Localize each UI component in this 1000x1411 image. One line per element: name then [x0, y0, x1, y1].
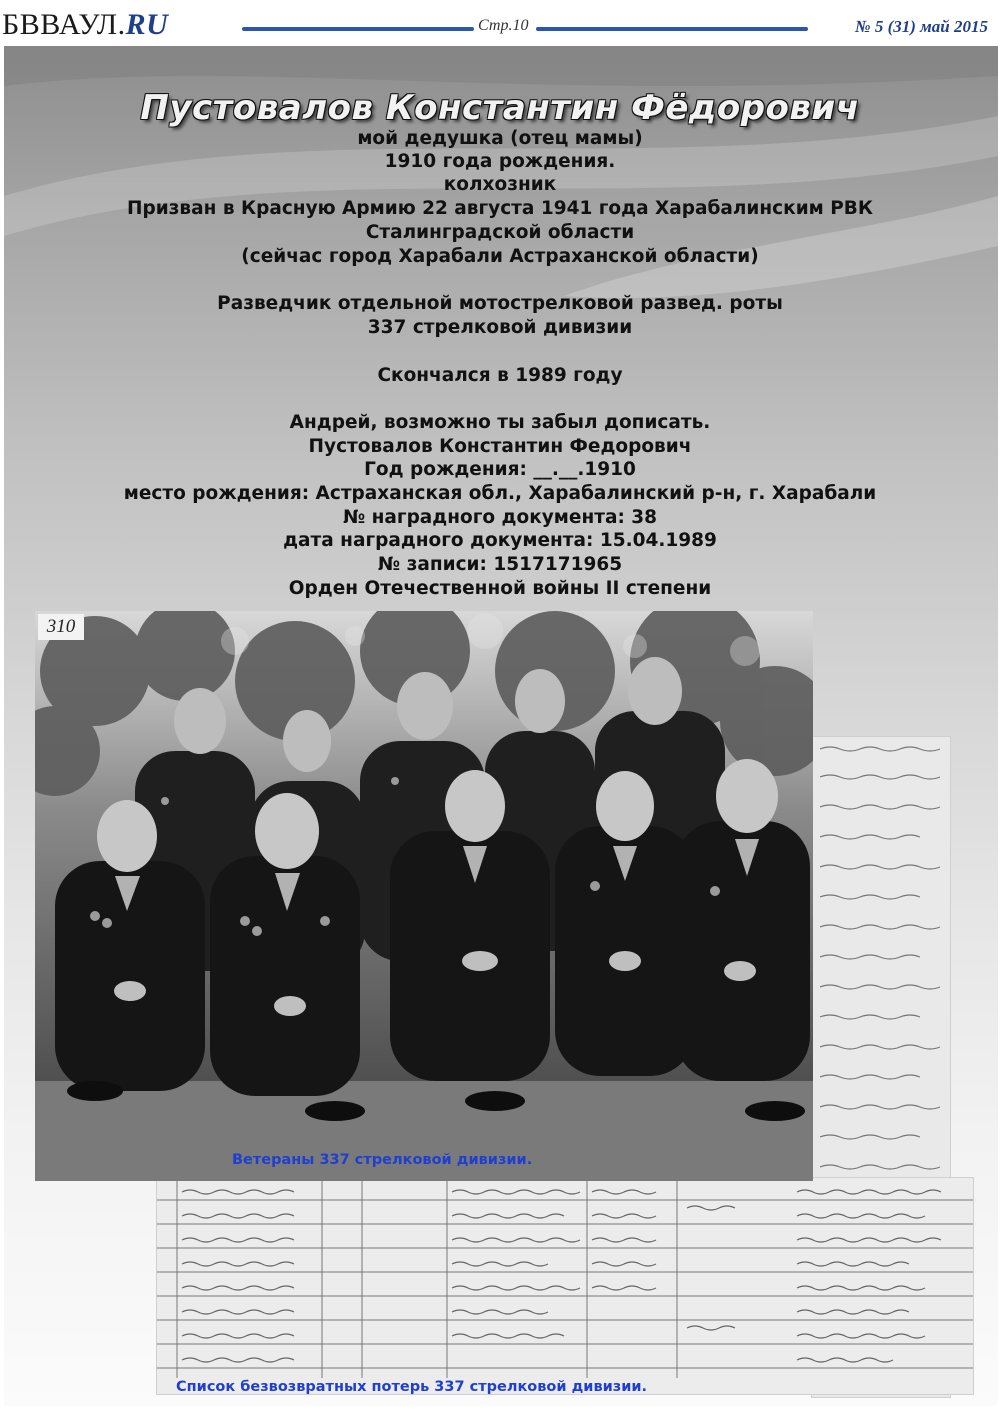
page-header	[0, 0, 1000, 46]
text-line: дата наградного документа: 15.04.1989	[283, 530, 717, 551]
logo-ru: RU	[125, 8, 169, 41]
veterans-photo[interactable]	[35, 611, 813, 1181]
photo-number: 310	[38, 614, 84, 640]
text-line: Призван в Красную Армию 22 августа 1941 года Харабалинским РВК	[126, 198, 874, 219]
veterans-photo-drawing	[35, 611, 813, 1181]
text-line: № записи: 1517171965	[377, 554, 623, 575]
archive-document-list	[157, 1178, 973, 1394]
text-line: Скончался в 1989 году	[377, 365, 623, 386]
text-line: 337 стрелковой дивизии	[367, 317, 633, 338]
header-rule-left	[242, 27, 474, 31]
logo[interactable]	[2, 8, 168, 42]
list-table-scribbles	[157, 1178, 973, 1394]
text-line: колхозник	[443, 174, 557, 195]
text-line: Андрей, возможно ты забыл дописать.	[289, 412, 711, 433]
page-number: Стр.10	[478, 17, 529, 34]
text-line: Сталинградской области	[365, 222, 635, 243]
text-line: № наградного документа: 38	[342, 507, 658, 528]
logo-main: БВВАУЛ.	[2, 8, 126, 41]
text-line: Год рождения: __.__.1910	[364, 459, 636, 480]
text-line: Пустовалов Константин Федорович	[308, 436, 692, 457]
text-line: Разведчик отдельной мотострелковой развед. роты	[217, 293, 783, 314]
list-caption: Список безвозвратных потерь 337 стрелковой дивизии.	[176, 1379, 648, 1395]
issue-label: № 5 (31) май 2015	[855, 17, 988, 36]
photo-caption: Ветераны 337 стрелковой дивизии.	[232, 1152, 533, 1168]
text-line: 1910 года рождения.	[384, 151, 616, 172]
header-rule-right	[536, 27, 808, 31]
text-line: (сейчас город Харабали Астраханской области)	[241, 246, 759, 267]
text-line: место рождения: Астраханская обл., Харабалинский р-н, г. Харабали	[123, 483, 877, 504]
text-line: Орден Отечественной войны II степени	[288, 578, 712, 599]
text-line: мой дедушка (отец мамы)	[357, 128, 643, 149]
article-title: Пустовалов Константин Фёдорович	[140, 88, 860, 128]
